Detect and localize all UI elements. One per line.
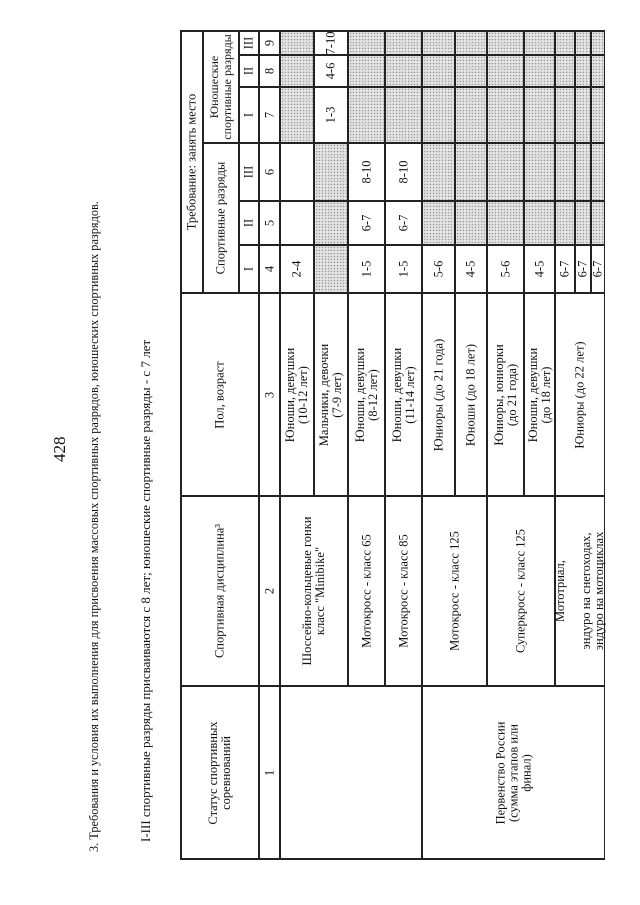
row-3-r3-text: 8-10 [396, 160, 410, 184]
gender-age-header [181, 293, 259, 496]
status-header [181, 686, 259, 859]
column-number-5 [259, 201, 280, 245]
row-3-gender-age-text: Юноши, девушки (11-14 лет) [389, 347, 417, 442]
row-8-r3 [555, 143, 575, 201]
rank-head-c8-text: II [241, 66, 256, 76]
gender-age-header-text: Пол, возраст [212, 360, 227, 429]
column-number-4-text: 4 [262, 265, 276, 273]
discipline-3-text: Мотокросс - класс 125 [447, 531, 461, 651]
row-2-r2-text: 6-7 [359, 214, 373, 232]
row-0-r1 [280, 245, 314, 293]
row-7-r1-text: 4-5 [532, 260, 546, 278]
page-number: 428 [50, 436, 69, 462]
row-7-r2 [524, 201, 555, 245]
column-number-8-text: 8 [262, 67, 276, 75]
row-0-y1 [280, 87, 314, 143]
discipline-0 [280, 496, 348, 686]
row-9-r1-text: 6-7 [575, 260, 590, 278]
row-2-gender-age-text: Юноши, девушки (8-12 лет) [352, 347, 380, 442]
row-3-y1 [385, 87, 422, 143]
discipline-0-text: Шоссейно-кольцевые гонки класс "Minibike" [300, 516, 327, 666]
row-2-r1-text: 1-5 [359, 260, 373, 278]
row-4-y2 [422, 55, 455, 87]
row-7-y3 [524, 31, 555, 55]
row-7-gender-age-text: Юноши, девушки (до 18 лет) [525, 347, 553, 442]
column-number-6 [259, 143, 280, 201]
row-5-r3 [455, 143, 487, 201]
rank-head-c8 [239, 55, 259, 87]
row-1-y1-text: 1-3 [323, 106, 338, 124]
row-6-y1 [487, 87, 524, 143]
rank-head-c4-text: I [241, 266, 256, 272]
row-1-y3 [314, 31, 348, 55]
row-3-gender-age [385, 293, 422, 496]
row-3-r2-text: 6-7 [396, 214, 410, 232]
row-8-r1-text: 6-7 [557, 260, 572, 278]
row-2-r2 [348, 201, 385, 245]
rank-head-c5 [239, 201, 259, 245]
row-3-r2 [385, 201, 422, 245]
rank-head-c4 [239, 245, 259, 293]
row-4-r1-text: 5-6 [431, 260, 445, 278]
row-10-r2 [591, 201, 605, 245]
status-value [422, 686, 605, 859]
row-2-r3-text: 8-10 [359, 160, 373, 184]
column-number-1 [259, 686, 280, 859]
row-7-y1 [524, 87, 555, 143]
row-8-r2 [555, 201, 575, 245]
rank-head-c6-text: III [241, 165, 256, 179]
row-5-r2 [455, 201, 487, 245]
row-4-r1 [422, 245, 455, 293]
row-1-y1 [314, 87, 348, 143]
row-0-r2 [280, 201, 314, 245]
row-10-y2 [591, 55, 605, 87]
row-6-r1-text: 5-6 [498, 260, 512, 278]
row-1-r3 [314, 143, 348, 201]
row-0-y3 [280, 31, 314, 55]
row-0-r3 [280, 143, 314, 201]
row-3-r3 [385, 143, 422, 201]
column-number-5-text: 5 [262, 219, 276, 227]
row-4-r2 [422, 201, 455, 245]
row-7-y2 [524, 55, 555, 87]
column-number-9 [259, 31, 280, 55]
row-9-y2 [575, 55, 591, 87]
row-8-r1 [555, 245, 575, 293]
status-header-text: Статус спортивных соревнований [206, 720, 233, 825]
row-9-y3 [575, 31, 591, 55]
row-4-gender-age [422, 293, 455, 496]
row-2-y3 [348, 31, 385, 55]
discipline-1-text: Мотокросс - класс 65 [359, 534, 373, 648]
rank-head-c5-text: II [241, 218, 256, 228]
row-5-gender-age [455, 293, 487, 496]
row-8-gender-age-text: Юниоры (до 22 лет) [572, 340, 587, 449]
section-heading: 3. Требования и условия их выполнения для присвоения массовых спортивных разрядов, юношеских спортивных разрядов. [87, 201, 101, 852]
row-6-y3 [487, 31, 524, 55]
row-5-gender-age-text: Юноши (до 18 лет) [463, 343, 478, 446]
row-1-gender-age-text: Мальчики, девочки (7-9 лет) [317, 343, 344, 446]
column-number-3-text: 3 [262, 391, 276, 398]
row-0-r1-text: 2-4 [289, 260, 304, 278]
discipline-4-text: Суперкросс - класс 125 [513, 529, 528, 653]
row-2-gender-age [348, 293, 385, 496]
youth-ranks-header [203, 31, 239, 143]
row-1-y2 [314, 55, 348, 87]
rank-head-c9-text: III [241, 36, 256, 50]
discipline-3 [422, 496, 487, 686]
column-number-3 [259, 293, 280, 496]
rank-head-c7 [239, 87, 259, 143]
column-number-7 [259, 87, 280, 143]
table-caption: I-III спортивные разряды присваиваются с 8 лет; юношеские спортивные разряды - с 7 лет [138, 339, 153, 842]
row-7-gender-age [524, 293, 555, 496]
column-number-9-text: 9 [262, 39, 276, 47]
row-9-r1 [575, 245, 591, 293]
row-3-r1-text: 1-5 [396, 260, 410, 278]
row-7-r3 [524, 143, 555, 201]
row-4-y3 [422, 31, 455, 55]
discipline-2 [385, 496, 422, 686]
requirement-header [181, 31, 203, 293]
row-1-y2-text: 4-6 [323, 62, 338, 80]
discipline-1 [348, 496, 385, 686]
row-6-y2 [487, 55, 524, 87]
row-3-y2 [385, 55, 422, 87]
row-9-r2 [575, 201, 591, 245]
row-9-y1 [575, 87, 591, 143]
row-5-r1-text: 4-5 [463, 260, 478, 278]
requirements-table [180, 30, 605, 860]
column-number-2 [259, 496, 280, 686]
row-6-r3 [487, 143, 524, 201]
row-5-r1 [455, 245, 487, 293]
discipline-2-text: Мотокросс - класс 85 [396, 534, 410, 648]
row-0-gender-age [280, 293, 314, 496]
row-8-gender-age [555, 293, 605, 496]
row-6-r1 [487, 245, 524, 293]
row-6-r2 [487, 201, 524, 245]
row-2-r3 [348, 143, 385, 201]
discipline-4 [487, 496, 555, 686]
row-4-y1 [422, 87, 455, 143]
row-3-y3 [385, 31, 422, 55]
row-8-y1 [555, 87, 575, 143]
column-number-7-text: 7 [262, 111, 276, 119]
row-5-y3 [455, 31, 487, 55]
rank-head-c9 [239, 31, 259, 55]
discipline-5 [555, 496, 605, 686]
row-10-y3 [591, 31, 605, 55]
row-5-y2 [455, 55, 487, 87]
discipline-header [181, 496, 259, 686]
column-number-1-text: 1 [262, 769, 276, 776]
row-2-y1 [348, 87, 385, 143]
column-number-4 [259, 245, 280, 293]
row-8-y2 [555, 55, 575, 87]
youth-ranks-header-text: Юношеские спортивные разряды [207, 34, 234, 140]
row-1-r2 [314, 201, 348, 245]
row-1-gender-age [314, 293, 348, 496]
row-10-r1 [591, 245, 605, 293]
row-10-r1-text: 6-7 [590, 260, 605, 278]
discipline-5-text: Мототриал, эндуро на снегоходах, эндуро на мотоциклах [553, 531, 606, 651]
row-6-gender-age [487, 293, 524, 496]
row-10-r3 [591, 143, 605, 201]
discipline-header-text: Спортивная дисциплина³ [212, 523, 227, 659]
row-3-r1 [385, 245, 422, 293]
row-8-y3 [555, 31, 575, 55]
row-2-y2 [348, 55, 385, 87]
row-9-r3 [575, 143, 591, 201]
row-4-r3 [422, 143, 455, 201]
column-number-6-text: 6 [262, 168, 276, 176]
status-value-text: Первенство России (сумма этапов или финал) [493, 721, 533, 824]
sport-ranks-header-text: Спортивные разряды [213, 161, 228, 275]
row-0-gender-age-text: Юноши, девушки (10-12 лет) [283, 347, 310, 442]
row-2-r1 [348, 245, 385, 293]
sport-ranks-header [203, 143, 239, 293]
row-6-gender-age-text: Юниоры, юниорки (до 21 года) [491, 343, 519, 446]
column-number-2-text: 2 [262, 587, 276, 595]
rank-head-c6 [239, 143, 259, 201]
row-4-gender-age-text: Юниоры (до 21 года) [431, 338, 445, 451]
column-number-8 [259, 55, 280, 87]
rank-head-c7-text: I [241, 112, 256, 118]
row-10-y1 [591, 87, 605, 143]
status-empty [280, 686, 422, 859]
row-1-r1 [314, 245, 348, 293]
requirement-header-text: Требование: занять место [184, 93, 199, 231]
row-5-y1 [455, 87, 487, 143]
row-1-y3-text: 7-10 [323, 31, 338, 55]
row-7-r1 [524, 245, 555, 293]
row-0-y2 [280, 55, 314, 87]
